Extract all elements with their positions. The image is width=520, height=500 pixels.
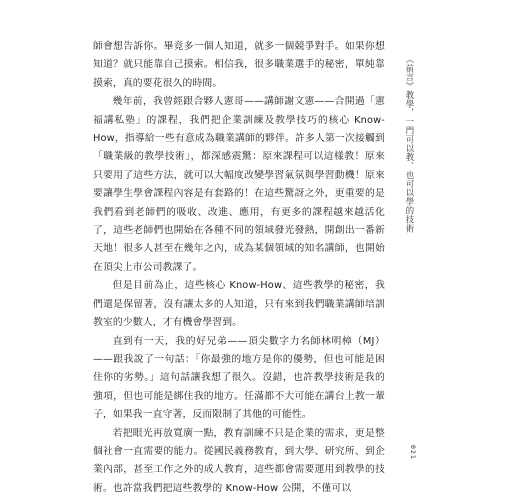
running-head: 《前言》教學，一門可以教、也可以學的技術 [405,55,415,233]
paragraph: 若把眼光再放寬廣一點，教育訓練不只是企業的需求，更是整個社會一直需要的能力。從國民義務教育，到大學、研究所、到企業內部，甚至工作之外的成人教育，這些都會需要運用到教學的技術。也許當我們把這些教學的 Know-How 公開，不僅可以 [93,427,385,494]
page-number: 021 [409,445,417,460]
paragraph-continuation: 師會想告訴你。畢竟多一個人知道，就多一個競爭對手。如果你想知道？就只能靠自己摸索。相信我，很多職業選手的秘密，單純靠摸索，真的要花很久的時間。 [93,41,385,89]
body-text [93,38,385,498]
paragraph: 幾年前，我曾經跟合夥人憲哥——講師謝文憲——合開過「憲福講私塾」的課程，我們把企業訓練及教學技巧的核心 Know-How，指導給一些有意成為職業講師的夥伴。許多人第一次接觸到「職業級的教學技術」，都深感震驚：原來課程可以這樣教！原來只要用了這些方法，就可以大幅度改變學習氣氛與學習動機！原來要讓學生學會課程內容是有套路的！在這些驚訝之外，更重要的是我們看到老師們的吸收、改進、應用，有更多的課程越來越活化了，這些老師們也開始在各種不同的領域發光發熱，開創出一番新天地！很多人甚至在幾年之內，成為某個領域的知名講師，也開始在頂尖上市公司教課了。 [93,96,385,273]
paragraph: 但是目前為止，這些核心 Know-How、這些教學的秘密，我們還是保留著，沒有讓太多的人知道，只有來到我們職業講師培訓教室的少數人，才有機會學習到。 [93,280,385,329]
paragraph: 直到有一天，我的好兄弟——頂尖數字力名師林明樟（MJ）——跟我說了一句話：「你最強的地方是你的優勢，但也可能是困住你的劣勢。」這句話讓我想了很久。沒錯，也許教學技術是我的強項，但也可能是綁住我的地方。任滿都不大可能在講台上教一輩子，如果我一直守著，反而限制了其他的可能性。 [93,335,385,421]
